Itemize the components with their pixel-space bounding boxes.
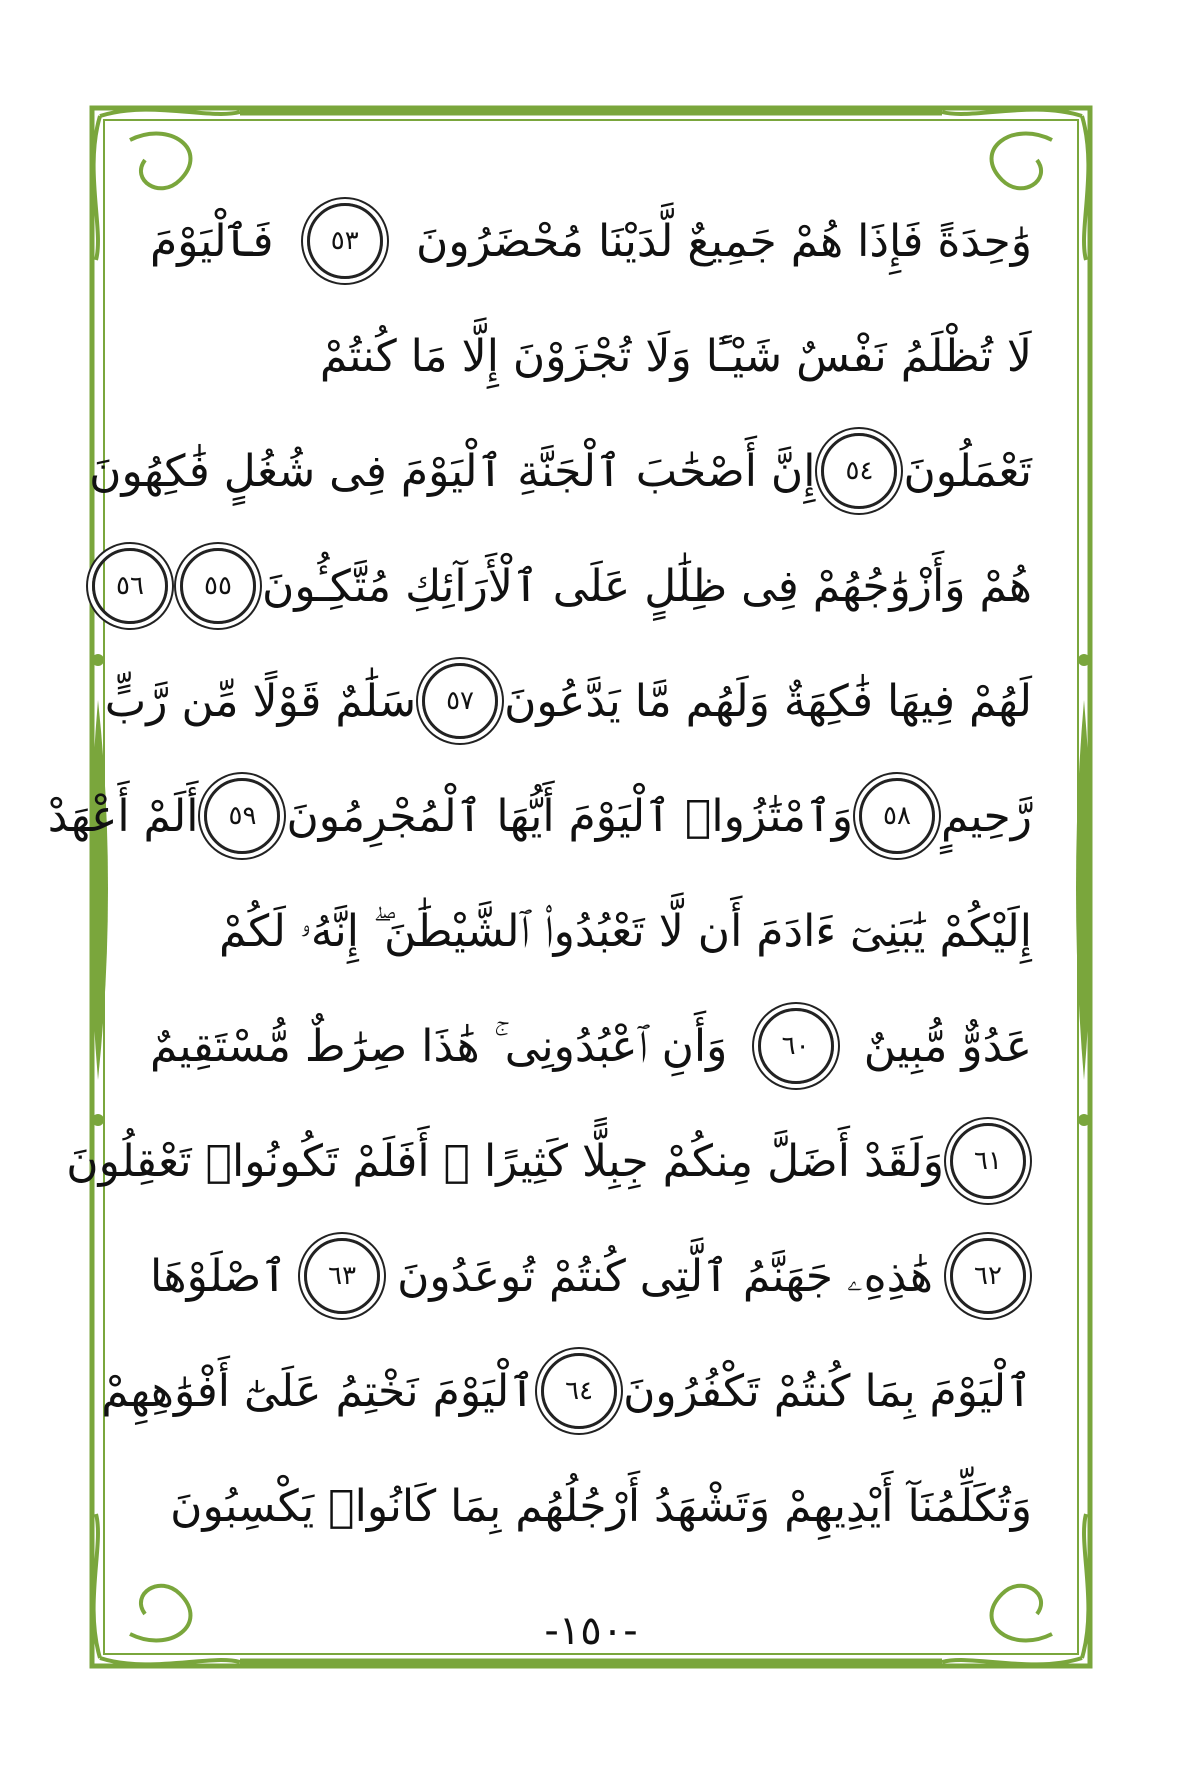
text-line (150, 1451, 1032, 1561)
verse-number-marker: ٦٣ (304, 1238, 380, 1314)
verse-text: لَهُمْ فِيهَا فَٰكِهَةٌ وَلَهُم مَّا يَدَّعُونَ (504, 675, 1032, 727)
verse-number-marker: ٥٤ (821, 433, 897, 509)
text-line (150, 186, 1032, 296)
verse-text: وَلَقَدْ أَضَلَّ مِنكُمْ جِبِلًّا كَثِيرًا ۖ أَفَلَمْ تَكُونُوا۟ تَعْقِلُونَ (66, 1135, 944, 1187)
verse-number-marker: ٦١ (950, 1123, 1026, 1199)
verse-number-marker: ٥٧ (422, 663, 498, 739)
verse-text: وَٰحِدَةً فَإِذَا هُمْ جَمِيعٌ لَّدَيْنَا مُحْضَرُونَ (416, 215, 1032, 267)
page-number: -١٥٠- (544, 1608, 638, 1654)
verse-number-marker: ٥٨ (859, 778, 935, 854)
verse-text: هَٰذِهِۦ جَهَنَّمُ ٱلَّتِى كُنتُمْ تُوعَدُونَ (397, 1250, 933, 1302)
verse-text: ٱصْلَوْهَا (150, 1250, 288, 1302)
verse-text: سَلَٰمٌ قَوْلًا مِّن رَّبٍّ (104, 675, 417, 727)
verse-text: وَٱمْتَٰزُوا۟ ٱلْيَوْمَ أَيُّهَا ٱلْمُجْرِمُونَ (286, 790, 853, 842)
verse-text: أَلَمْ أَعْهَدْ (47, 790, 199, 842)
text-line (150, 1221, 1032, 1331)
verse-text: عَدُوٌّ مُّبِينٌ (863, 1020, 1032, 1072)
text-line (150, 991, 1032, 1101)
verse-text: وَأَنِ ٱعْبُدُونِى ۚ هَٰذَا صِرَٰطٌ مُّسْتَقِيمٌ (150, 1020, 728, 1072)
verse-text: تَعْمَلُونَ (903, 445, 1032, 497)
verse-number-marker: ٥٣ (307, 203, 383, 279)
verse-text: إِنَّ أَصْحَٰبَ ٱلْجَنَّةِ ٱلْيَوْمَ فِى شُغُلٍ فَٰكِهُونَ (89, 445, 816, 497)
text-line (89, 416, 1032, 526)
text-line (150, 301, 1032, 411)
text-line (66, 1106, 1032, 1216)
verse-text: ٱلْيَوْمَ بِمَا كُنتُمْ تَكْفُرُونَ (623, 1365, 1032, 1417)
verse-text: لَا تُظْلَمُ نَفْسٌ شَيْـًٔا وَلَا تُجْزَوْنَ إِلَّا مَا كُنتُمْ (319, 330, 1032, 382)
text-line (101, 1336, 1032, 1446)
verse-text: رَّحِيمٍ (940, 790, 1032, 842)
verse-number-marker: ٦٤ (541, 1353, 617, 1429)
text-line (116, 531, 1032, 641)
verse-text: إِلَيْكُمْ يَٰبَنِىٓ ءَادَمَ أَن لَّا تَعْبُدُوا۟ ٱلشَّيْطَٰنَ ۖ إِنَّهُۥ لَكُمْ (218, 905, 1032, 957)
verse-number-marker: ٥٦ (92, 548, 168, 624)
verse-number-marker: ٦٠ (758, 1008, 834, 1084)
verse-text: فَٱلْيَوْمَ (150, 215, 274, 267)
text-line (104, 646, 1032, 756)
verse-text: هُمْ وَأَزْوَٰجُهُمْ فِى ظِلَٰلٍ عَلَى ٱلْأَرَآئِكِ مُتَّكِـُٔونَ (262, 560, 1032, 612)
verse-number-marker: ٥٥ (180, 548, 256, 624)
verse-text: وَتُكَلِّمُنَآ أَيْدِيهِمْ وَتَشْهَدُ أَرْجُلُهُم بِمَا كَانُوا۟ يَكْسِبُونَ (170, 1480, 1032, 1532)
verse-text: ٱلْيَوْمَ نَخْتِمُ عَلَىٰٓ أَفْوَٰهِهِمْ (101, 1365, 536, 1417)
verse-number-marker: ٦٢ (950, 1238, 1026, 1314)
quran-text-block (47, 186, 1032, 1566)
text-line (150, 876, 1032, 986)
verse-number-marker: ٥٩ (204, 778, 280, 854)
text-line (47, 761, 1032, 871)
